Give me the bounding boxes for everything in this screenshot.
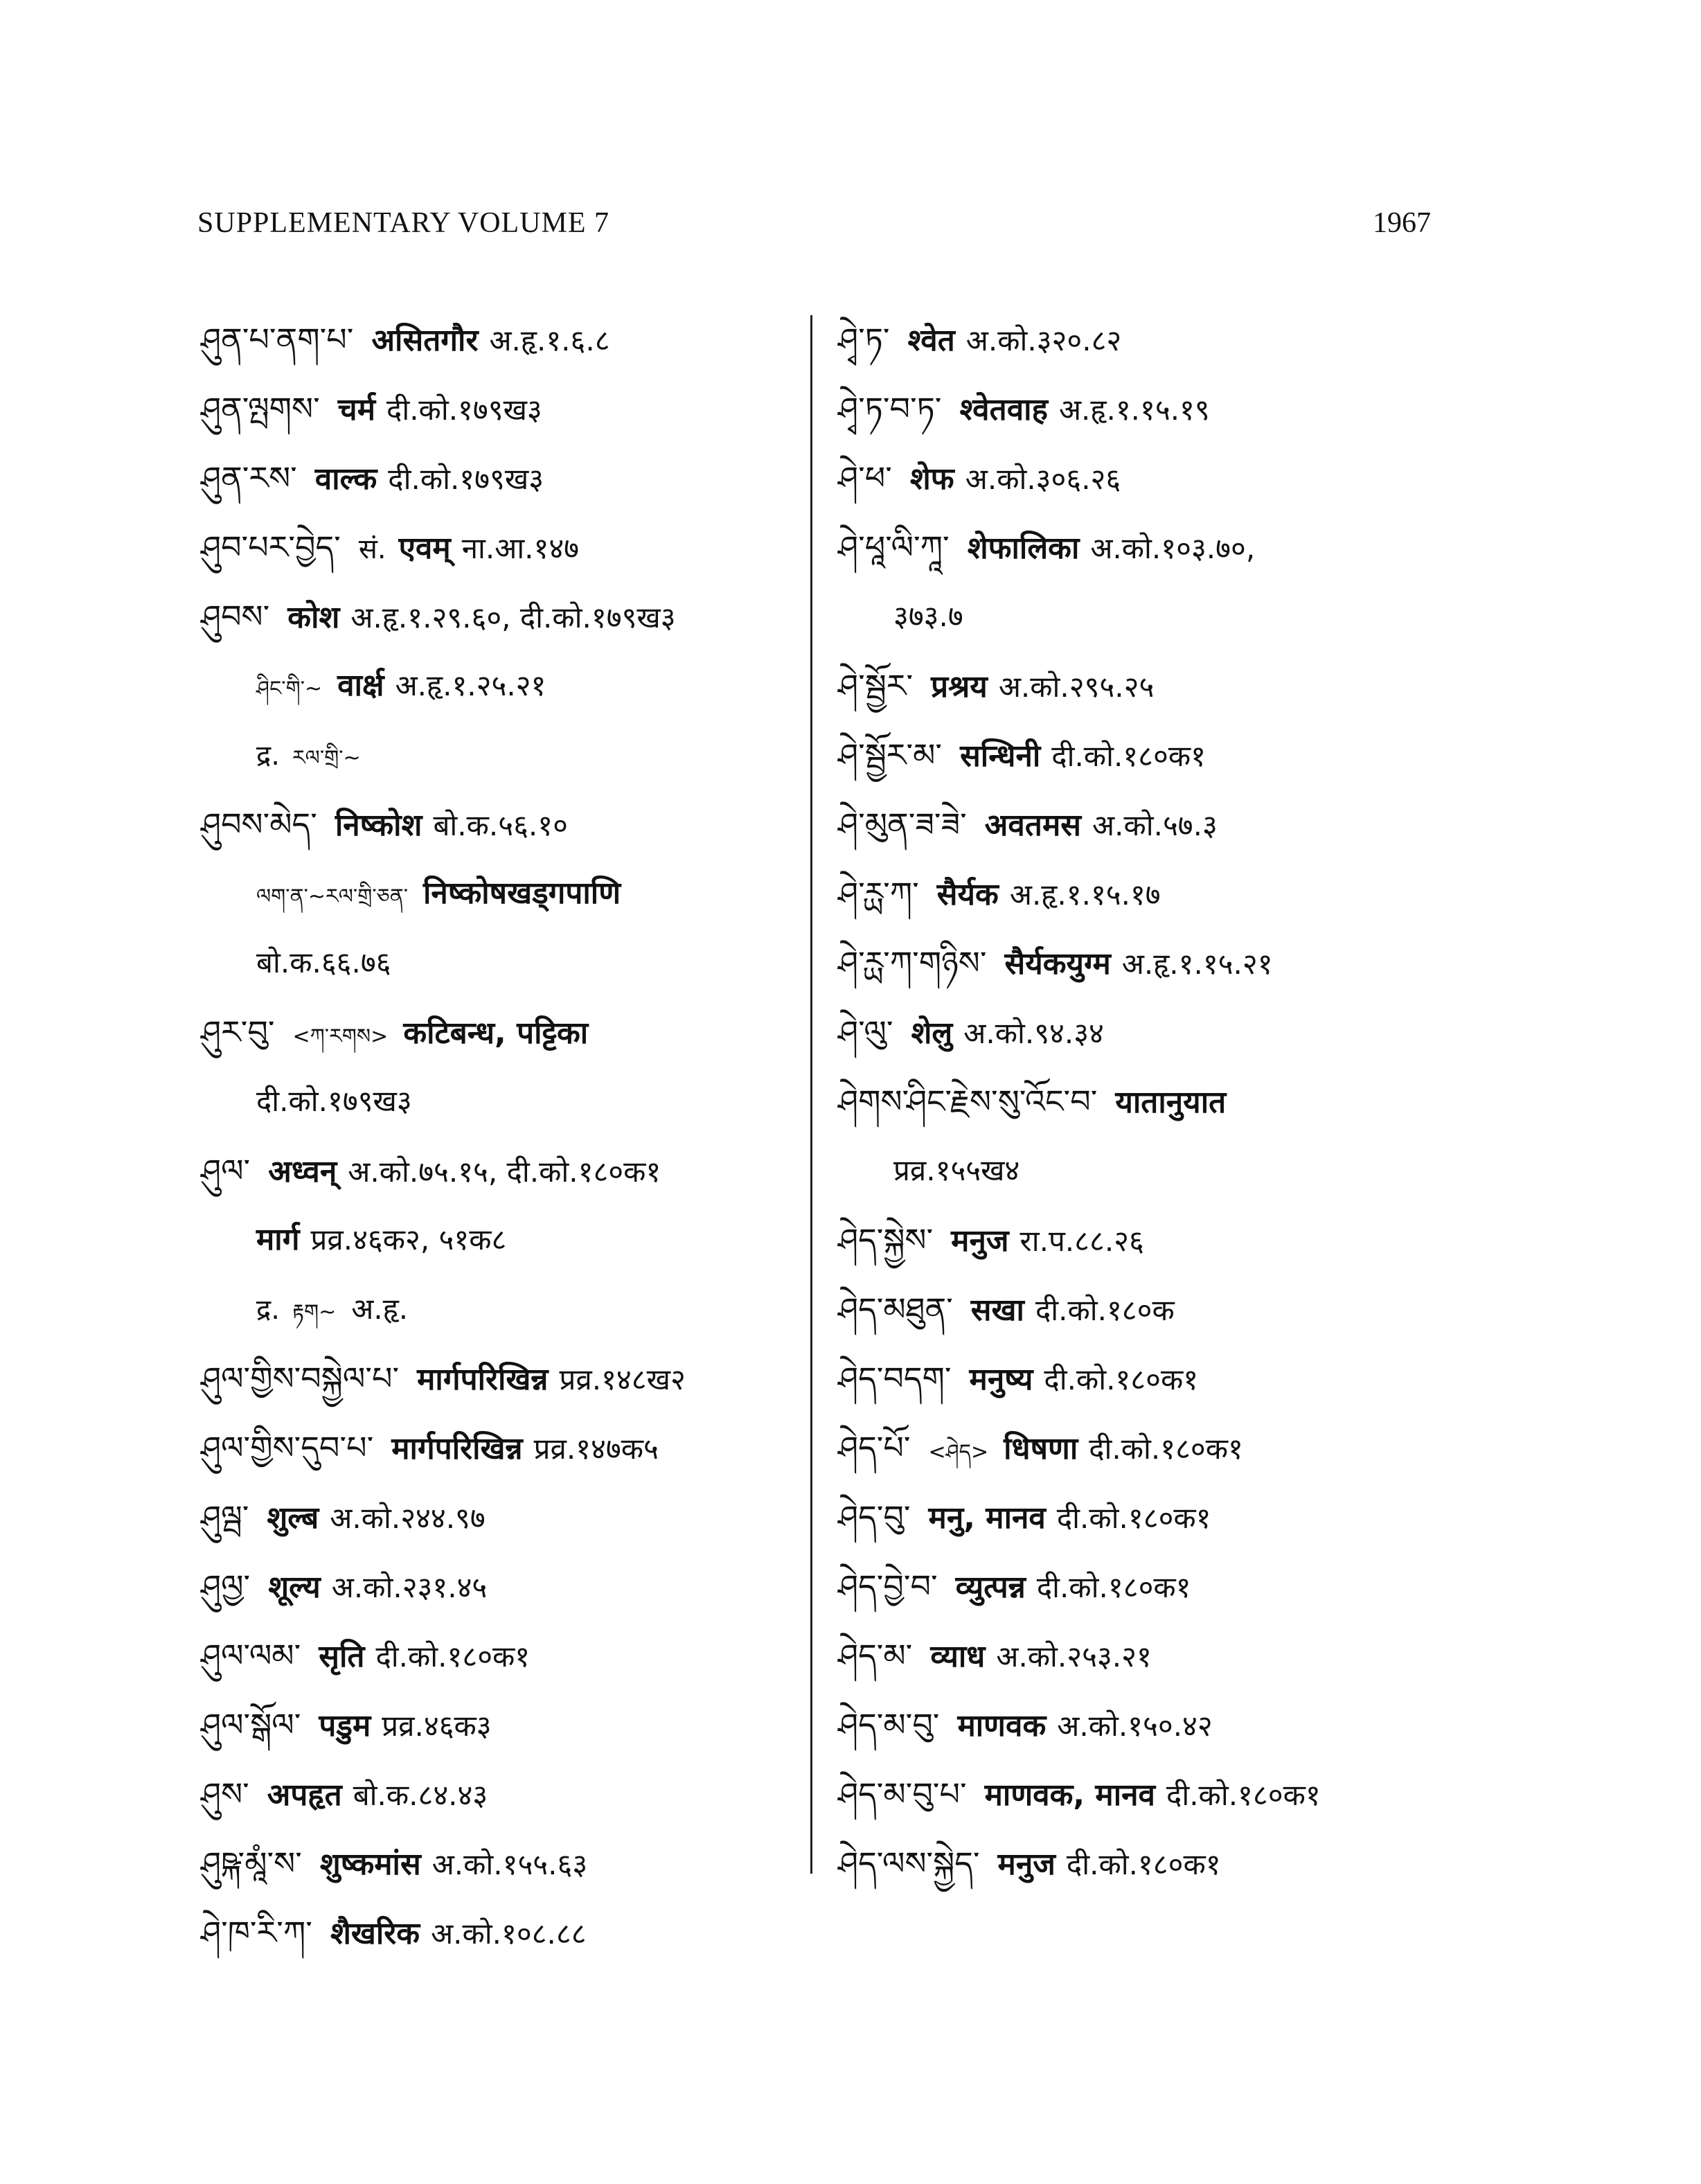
entry-label: द्र. xyxy=(256,740,280,772)
tibetan-subentry: <ཀ་རགས> xyxy=(292,1024,389,1049)
continuation-text: प्रव्र.१५५ख४ xyxy=(893,1153,1020,1187)
page-number: 1967 xyxy=(1373,207,1431,239)
dictionary-entry xyxy=(201,1829,796,1898)
source-reference: अ.हृ.१.१५.१९ xyxy=(1058,393,1210,427)
source-reference: अ.को.३२०.८२ xyxy=(965,323,1122,357)
source-reference: अ.को.१०३.७०, xyxy=(1090,531,1256,565)
sanskrit-equivalent: कोश xyxy=(287,600,340,635)
dictionary-entry xyxy=(201,1690,796,1759)
sanskrit-equivalent: शुष्कमांस xyxy=(319,1847,421,1882)
source-reference: दी.को.१८०क१ xyxy=(1066,1847,1221,1881)
source-reference: दी.को.१८०क१ xyxy=(1089,1432,1243,1466)
dictionary-entry xyxy=(201,1205,796,1275)
source-reference: अ.को.२३१.४५ xyxy=(331,1570,488,1604)
dictionary-entry xyxy=(838,1413,1434,1482)
sanskrit-equivalent: निष्कोषखड्गपाणि xyxy=(423,876,621,911)
sanskrit-equivalent: चर्म xyxy=(337,392,376,427)
page-header xyxy=(197,206,1431,248)
tibetan-headword: ཤེད་བདག་ xyxy=(838,1360,952,1397)
tibetan-headword: ཤེད་སྐྱེས་ xyxy=(838,1221,934,1259)
dictionary-entry xyxy=(201,1482,796,1552)
source-reference: अ.हृ.१.१५.१७ xyxy=(1009,878,1161,912)
source-reference: रा.प.८८.२६ xyxy=(1019,1224,1144,1258)
source-reference: दी.को.१७९ख३ xyxy=(386,393,542,427)
sanskrit-equivalent: मनुज xyxy=(951,1223,1009,1259)
dictionary-entry xyxy=(838,1136,1434,1205)
tibetan-headword: ཤུལ་གྱིས་བསྐྱེལ་པ་ xyxy=(201,1360,400,1397)
source-reference: दी.को.१८०क१ xyxy=(1166,1778,1321,1812)
tibetan-headword: ཤྭེ་ཏ་བ་ཏ་ xyxy=(838,390,942,427)
dictionary-entry xyxy=(201,1621,796,1690)
sanskrit-equivalent: असितगौर xyxy=(371,323,479,358)
dictionary-entry xyxy=(838,1759,1434,1829)
dictionary-entry xyxy=(201,1275,796,1344)
dictionary-entry xyxy=(838,1067,1434,1136)
tibetan-headword: ཤེད་མ་བུ་པ་ xyxy=(838,1775,967,1813)
tibetan-headword: ཤེད་བྱེ་བ་ xyxy=(838,1568,938,1605)
sanskrit-equivalent: निष्कोश xyxy=(335,808,422,843)
dictionary-entry xyxy=(838,1690,1434,1759)
dictionary-entry xyxy=(838,374,1434,443)
source-reference: ना.आ.१४७ xyxy=(461,531,580,565)
source-reference: अ.को.१०८.८८ xyxy=(431,1917,587,1951)
sanskrit-equivalent: प्रश्रय xyxy=(931,669,988,704)
sanskrit-equivalent: सखा xyxy=(970,1293,1024,1328)
source-reference: दी.को.१८०क१ xyxy=(1036,1570,1191,1604)
dictionary-entry xyxy=(201,651,796,720)
source-reference: अ.को.७५.१५, दी.को.१८०क१ xyxy=(348,1155,661,1189)
source-reference: अ.हृ.१.२९.६०, दी.को.१७९ख३ xyxy=(350,601,676,634)
tibetan-headword: ཤུན་པ་ནག་པ་ xyxy=(201,321,354,358)
tibetan-subentry: རལ་གྲི་~ xyxy=(292,746,361,770)
tibetan-headword: ཤེ་སྦྱོར་ xyxy=(838,667,914,704)
source-reference: अ.को.३०६.२६ xyxy=(965,462,1121,496)
dictionary-entry xyxy=(838,1552,1434,1621)
tibetan-headword: ཤེད་བུ་ xyxy=(838,1498,911,1536)
dictionary-entry xyxy=(838,1275,1434,1344)
source-reference: दी.को.१८०क१ xyxy=(1051,739,1206,773)
sanskrit-equivalent: व्युत्पन्न xyxy=(955,1570,1026,1605)
sanskrit-equivalent: माणवक xyxy=(957,1708,1047,1743)
sanskrit-equivalent: शुल्ब xyxy=(267,1500,319,1536)
continuation-text: बो.क.६६.७६ xyxy=(256,945,391,979)
sanskrit-equivalent: सन्धिनी xyxy=(960,738,1041,774)
source-reference: प्रव्र.१४७क५ xyxy=(533,1432,659,1466)
tibetan-headword: ཤེ་ཕཱ་ལི་ཀཱ་ xyxy=(838,529,950,566)
source-reference: अ.हृ.१.१५.२१ xyxy=(1121,947,1273,981)
tibetan-headword: ཤུལ་གྱིས་དུབ་པ་ xyxy=(201,1429,374,1466)
column-divider xyxy=(810,315,812,1874)
tibetan-headword: ཤེ་ཪྻ་ཀ་གཉིས་ xyxy=(838,944,987,982)
sanskrit-equivalent: व्याध xyxy=(930,1639,986,1674)
source-reference: अ.को.२५३.२१ xyxy=(996,1640,1152,1673)
sanskrit-equivalent: मनुज xyxy=(997,1847,1056,1882)
dictionary-entry xyxy=(838,720,1434,790)
abbreviation: सं. xyxy=(358,533,386,565)
source-reference: बो.क.५६.१० xyxy=(433,808,568,842)
tibetan-headword: ཤེད་མ་བུ་ xyxy=(838,1706,940,1743)
source-reference: बो.क.८४.४३ xyxy=(353,1778,488,1812)
dictionary-entry xyxy=(201,582,796,651)
sanskrit-equivalent: वाल्क xyxy=(314,461,377,497)
source-reference: अ.को.९४.३४ xyxy=(963,1016,1104,1050)
dictionary-entry xyxy=(201,790,796,859)
tibetan-headword: ཤེ་ལུ་ xyxy=(838,1013,893,1051)
sanskrit-equivalent: मार्गपरिखिन्न xyxy=(417,1362,549,1397)
dictionary-entry xyxy=(838,1344,1434,1413)
source-reference: दी.को.१८०क१ xyxy=(1056,1501,1211,1535)
tibetan-subentry: ལག་ན་~རལ་གྲི་ཅན་ xyxy=(256,885,409,909)
tibetan-headword: ཤྭེ་ཏ་ xyxy=(838,321,890,358)
source-reference: अ.को.१५५.६३ xyxy=(431,1847,588,1881)
dictionary-entry xyxy=(201,1136,796,1205)
sanskrit-equivalent: कटिबन्ध, पट्टिका xyxy=(403,1015,589,1051)
dictionary-entry xyxy=(838,1621,1434,1690)
tibetan-headword: ཤུས་ xyxy=(201,1775,249,1813)
dictionary-entry xyxy=(201,374,796,443)
continuation-text: ३७३.७ xyxy=(893,599,963,633)
sanskrit-equivalent: शेलु xyxy=(911,1015,953,1051)
dictionary-entry xyxy=(201,305,796,374)
left-column xyxy=(201,305,796,1967)
tibetan-headword: ཤུལ་ xyxy=(201,1152,251,1189)
source-reference: अ.को.१५०.४२ xyxy=(1057,1709,1213,1743)
sanskrit-equivalent: शूल्य xyxy=(268,1570,321,1605)
dictionary-entry xyxy=(201,1067,796,1136)
tibetan-headword: ཤེ་ཕ་ xyxy=(838,459,892,497)
dictionary-entry xyxy=(201,1344,796,1413)
tibetan-headword: ཤུལྱ་ xyxy=(201,1568,251,1605)
tibetan-headword: ཤུཥྐ་མཱཾ་ས་ xyxy=(201,1845,302,1882)
tibetan-headword: ཤུན་རས་ xyxy=(201,459,297,497)
source-reference: अ.हृ. xyxy=(351,1292,409,1326)
dictionary-entry xyxy=(201,1413,796,1482)
tibetan-subentry: ཤིང་གི་~ xyxy=(256,677,323,701)
tibetan-headword: ཤུབ་པར་བྱེད་ xyxy=(201,529,341,566)
dictionary-entry xyxy=(838,997,1434,1067)
dictionary-entry xyxy=(201,1552,796,1621)
tibetan-subentry: རྟག~ xyxy=(292,1300,337,1324)
sanskrit-equivalent: मार्गपरिखिन्न xyxy=(391,1431,523,1466)
tibetan-headword: ཤུལྦ་ xyxy=(201,1498,249,1536)
tibetan-headword: ཤེགས་ཤིང་རྗེས་སུ་འོང་བ་ xyxy=(838,1083,1098,1120)
tibetan-headword: ཤུན་ལྤགས་ xyxy=(201,390,320,427)
dictionary-entry xyxy=(201,859,796,928)
sanskrit-equivalent: माणवक, मानव xyxy=(984,1777,1156,1813)
entry-label: द्र. xyxy=(256,1294,280,1326)
sanskrit-equivalent: श्वेत xyxy=(907,323,955,358)
sanskrit-equivalent: शेफ xyxy=(909,461,954,497)
dictionary-entry xyxy=(201,997,796,1067)
sanskrit-equivalent: अध्वन् xyxy=(268,1154,337,1189)
sanskrit-equivalent: मनु, मानव xyxy=(928,1500,1046,1536)
dictionary-entry xyxy=(838,790,1434,859)
source-reference: दी.को.१८०क१ xyxy=(1044,1362,1199,1396)
sanskrit-equivalent: शैखरिक xyxy=(330,1916,420,1951)
source-reference: दी.को.१८०क xyxy=(1035,1293,1175,1327)
sanskrit-equivalent: सैर्यकयुग्म xyxy=(1004,946,1111,982)
tibetan-headword: ཤུབས་མེད་ xyxy=(201,806,317,843)
dictionary-entry xyxy=(201,1898,796,1967)
dictionary-entry xyxy=(201,513,796,582)
dictionary-entry xyxy=(838,513,1434,582)
dictionary-entry xyxy=(201,443,796,513)
source-reference: अ.को.५७.३ xyxy=(1092,808,1218,842)
tibetan-headword: ཤེ་ཁ་རི་ཀ་ xyxy=(201,1914,312,1951)
dictionary-entry xyxy=(838,859,1434,928)
tibetan-headword: ཤེ་ཪྻ་ཀ་ xyxy=(838,875,919,912)
tibetan-headword: ཤུར་བུ་ xyxy=(201,1013,275,1051)
tibetan-headword: ཤེད་པོ་ xyxy=(838,1429,911,1466)
sanskrit-equivalent: मार्ग xyxy=(256,1222,300,1257)
dictionary-entry xyxy=(838,1482,1434,1552)
dictionary-entry xyxy=(201,720,796,790)
source-reference: अ.हृ.१.२५.२१ xyxy=(395,668,546,702)
source-reference: प्रव्र.१४८ख२ xyxy=(559,1362,686,1396)
dictionary-entry xyxy=(838,582,1434,651)
dictionary-entry xyxy=(838,1829,1434,1898)
sanskrit-equivalent: शेफालिका xyxy=(967,531,1080,566)
tibetan-headword: ཤུབས་ xyxy=(201,598,270,635)
source-reference: दी.को.१७९ख३ xyxy=(388,462,544,496)
dictionary-entry xyxy=(838,305,1434,374)
sanskrit-equivalent: सैर्यक xyxy=(936,877,999,912)
tibetan-headword: ཤེད་མ་ xyxy=(838,1637,913,1674)
right-column xyxy=(838,305,1434,1898)
dictionary-entry xyxy=(201,928,796,997)
sanskrit-equivalent: एवम् xyxy=(398,531,451,566)
source-reference: अ.हृ.१.६.८ xyxy=(489,323,610,357)
sanskrit-equivalent: अपहृत xyxy=(267,1777,342,1813)
source-reference: अ.को.२४४.९७ xyxy=(330,1501,486,1535)
tibetan-headword: ཤུལ་ལམ་ xyxy=(201,1637,301,1674)
source-reference: प्रव्र.४६क२, ५१क८ xyxy=(310,1223,507,1257)
sanskrit-equivalent: धिषणा xyxy=(1004,1431,1078,1466)
dictionary-entry xyxy=(201,1759,796,1829)
sanskrit-equivalent: पडुम xyxy=(319,1708,371,1743)
dictionary-entry xyxy=(838,1205,1434,1275)
tibetan-subentry: <ཤེད> xyxy=(928,1440,989,1464)
tibetan-headword: ཤེད་ལས་སྐྱེད་ xyxy=(838,1845,980,1882)
source-reference: प्रव्र.४६क३ xyxy=(382,1709,492,1743)
tibetan-headword: ཤེ་མུན་ཟ་ཟེ་ xyxy=(838,806,967,843)
sanskrit-equivalent: मनुष्य xyxy=(969,1362,1033,1397)
continuation-text: दी.को.१७९ख३ xyxy=(256,1084,412,1118)
sanskrit-equivalent: वार्क्ष xyxy=(337,668,384,703)
tibetan-headword: ཤེ་སྦྱོར་མ་ xyxy=(838,736,943,774)
sanskrit-equivalent: अवतमस xyxy=(984,808,1082,843)
dictionary-entry xyxy=(838,928,1434,997)
tibetan-headword: ཤུལ་སྒོལ་ xyxy=(201,1706,301,1743)
dictionary-entry xyxy=(838,651,1434,720)
sanskrit-equivalent: सृति xyxy=(319,1639,365,1674)
sanskrit-equivalent: यातानुयात xyxy=(1115,1085,1227,1120)
running-title: SUPPLEMENTARY VOLUME 7 xyxy=(197,207,610,239)
sanskrit-equivalent: श्वेतवाह xyxy=(959,392,1048,427)
source-reference: दी.को.१८०क१ xyxy=(375,1640,531,1673)
dictionary-entry xyxy=(838,443,1434,513)
tibetan-headword: ཤེད་མཐུན་ xyxy=(838,1290,953,1328)
source-reference: अ.को.२९५.२५ xyxy=(998,670,1155,704)
